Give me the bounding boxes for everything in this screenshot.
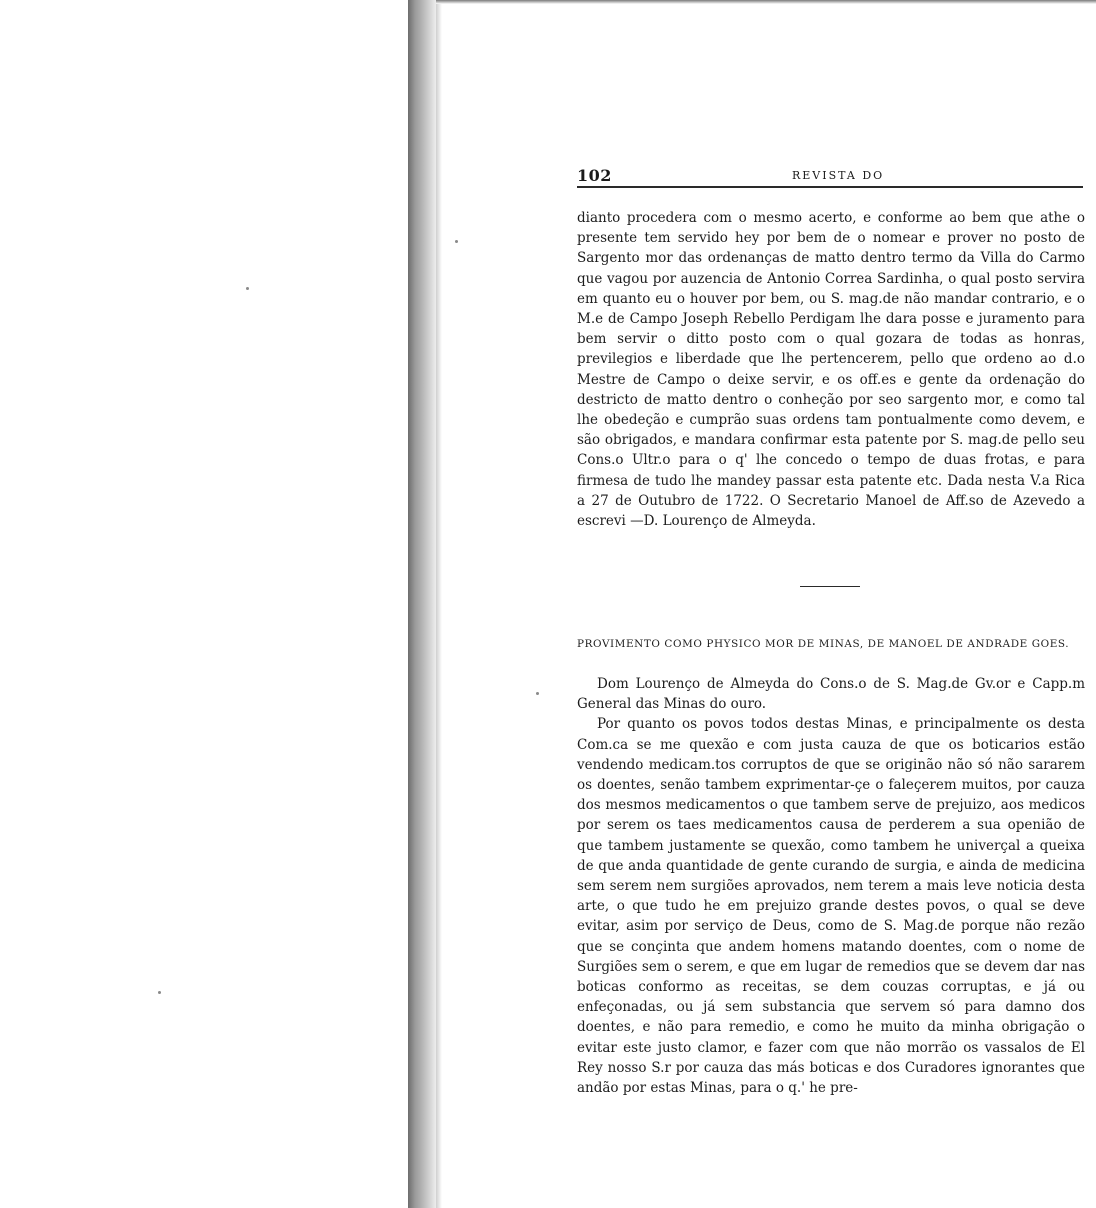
scan-speck: [536, 692, 539, 695]
scan-speck: [246, 287, 249, 290]
blank-left-margin: [0, 0, 408, 1208]
section-separator-rule: [800, 586, 860, 587]
journal-title: REVISTA DO: [792, 169, 885, 182]
scan-speck: [158, 991, 161, 994]
page-top-edge: [436, 0, 1096, 4]
continuation-text-block: [577, 208, 1085, 531]
running-header: [577, 166, 1083, 186]
section-heading: PROVIMENTO COMO PHYSICO MOR DE MINAS, DE MANOEL DE ANDRADE GOES.: [577, 638, 1070, 650]
scan-speck: [455, 240, 458, 243]
section-paragraph-body: Por quanto os povos todos destas Minas, e principalmente os desta Com.ca se me quexão e com justa cauza de que os boticarios estão vendendo medicam.tos corruptos de que se originão não só não sararem os doentes, senão tambem exprimentar-çe o faleçerem muitos, por cauza dos mesmos medicamentos o que tambem serve de prejuizo, aos medicos por serem os taes medicamentos causa de perderem a sua openião de que tambem justamente se quexão, como tambem he univerçal a queixa de que anda quantidade de gente curando de surgia, e ainda de medicina sem serem nem surgiões aprovados, nem terem a mais leve noticia desta arte, o que tudo he em prejuizo grande destes povos, o qual se deve evitar, asim por serviço de Deus, como de S. Mag.de porque não rezão que se conçinta que andem homens matando doentes, com o nome de Surgiões sem o serem, e que em lugar de remedios que se devem dar nas boticas conformo as receitas, se dem couzas corruptas, e já ou enfeçonadas, ou já sem substancia que servem só para damno dos doentes, e não para remedio, e como he muito da minha obrigação o evitar este justo clamor, e fazer com que não morrão os vassalos de El Rey nosso S.r por cauza das más boticas e dos Curadores ignorantes que andão por estas Minas, para o q.' he pre-: [577, 716, 1085, 1097]
section-paragraph-salutation: Dom Lourenço de Almeyda do Cons.o de S. Mag.de Gv.or e Capp.m General das Minas do ouro.: [577, 676, 1085, 713]
gutter-shadow: [436, 0, 442, 1208]
book-spine-gutter: [408, 0, 436, 1208]
page-number: 102: [577, 166, 612, 185]
continuation-paragraph: dianto procedera com o mesmo acerto, e conforme ao bem que athe o presente tem servido hey por bem de o nomear e prover no posto de Sargento mor das ordenanças de matto dentro termo da Villa do Carmo que vagou por auzencia de Antonio Correa Sardinha, o qual posto servira em quanto eu o houver por bem, ou S. mag.de não mandar contrario, e o M.e de Campo Joseph Rebello Perdigam lhe dara posse e juramento para bem servir o ditto posto com o qual gozara de todas as honras, previlegios e liberdade que lhe pertencerem, pello que ordeno ao d.o Mestre de Campo o deixe servir, e os off.es e gente da ordenação do destricto de matto dentro o conheção por seo sargento mor, e como tal lhe obedeção e cumprão suas ordens tam pontualmente como devem, e são obrigados, e mandara confirmar esta patente por S. mag.de pello seu Cons.o Ultr.o para o q' lhe concedo o tempo de duas frotas, e para firmesa de tudo lhe mandey passar esta patente etc. Dada nesta V.a Rica a 27 de Outubro de 1722. O Secretario Manoel de Aff.so de Azevedo a escrevi —D. Lourenço de Almeyda.: [577, 210, 1085, 530]
section-text-block: [577, 674, 1085, 1098]
header-rule: [577, 186, 1083, 188]
